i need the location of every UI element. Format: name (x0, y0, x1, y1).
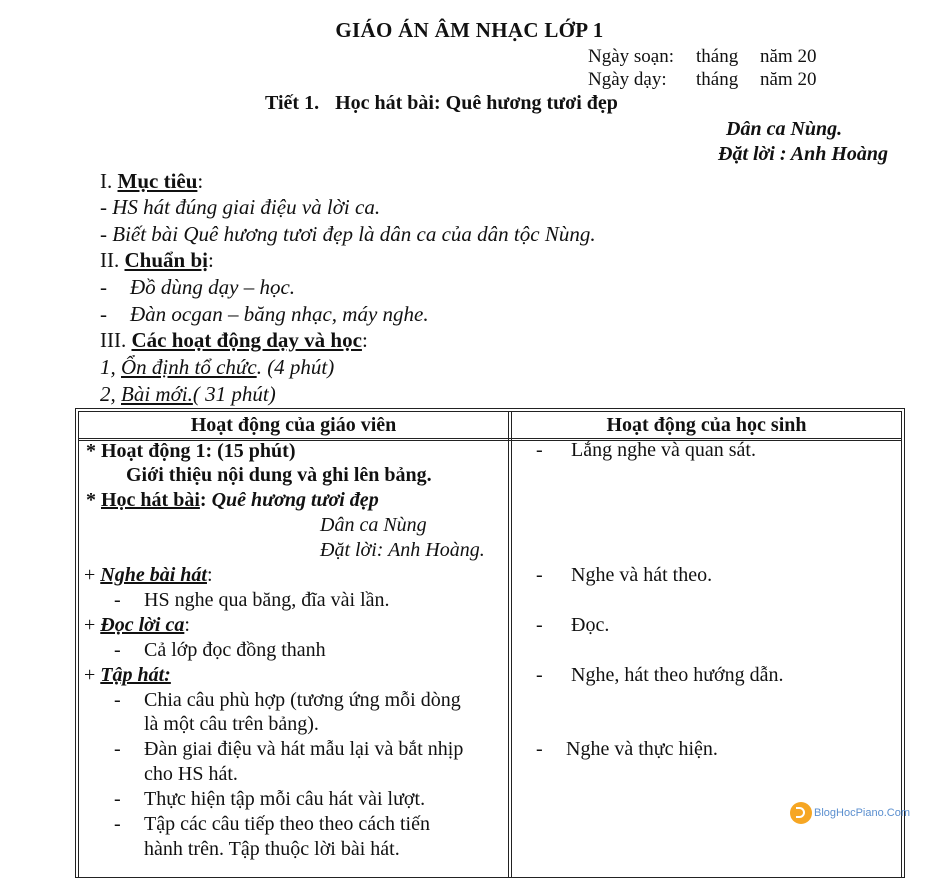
preparation-heading: II. Chuẩn bị: (100, 248, 214, 272)
preparation-item-2-text: Đàn ocgan – băng nhạc, máy nghe. (130, 302, 429, 326)
objective-item-1: - HS hát đúng giai điệu và lời ca. (100, 195, 381, 219)
teacher-listen-heading: + Nghe bài hát: (84, 564, 213, 586)
step1-prefix: 1, (100, 355, 121, 379)
activity-step-1 (100, 355, 334, 380)
practice-item-3: - Thực hiện tập mỗi câu hát vài lượt. (114, 788, 426, 810)
student-response-1: - Lắng nghe và quan sát. (536, 439, 756, 461)
activities-heading-text: Các hoạt động dạy và học (131, 328, 362, 352)
listen-item-text: HS nghe qua băng, đĩa vài lần. (144, 589, 390, 611)
teacher-listen-item: - HS nghe qua băng, đĩa vài lần. (114, 589, 390, 611)
date-taught-label: Ngày dạy: (588, 69, 667, 90)
teacher-song-origin: Dân ca Nùng (320, 514, 427, 536)
objectives-heading: I. Mục tiêu: (100, 169, 204, 193)
lesson-number: Tiết 1. (265, 92, 320, 114)
music-note-icon (790, 802, 812, 824)
objectives-heading-text: Mục tiêu (117, 169, 198, 193)
date-prepared-month: tháng (696, 46, 739, 67)
student-response-2: - Nghe và hát theo. (536, 564, 713, 586)
learn-prefix: * (86, 489, 101, 511)
practice-label: Tập hát: (100, 664, 171, 686)
date-prepared-label: Ngày soạn: (588, 46, 675, 67)
preparation-heading-prefix: II. (100, 248, 125, 272)
column-header-student: Hoạt động của học sinh (606, 414, 807, 436)
preparation-item-1: - Đồ dùng dạy – học. (100, 275, 296, 299)
practice-item-4-line2: hành trên. Tập thuộc lời bài hát. (144, 838, 400, 860)
teacher-song-lyricist: Đặt lời: Anh Hoàng. (320, 539, 485, 561)
student-response-1-text: Lắng nghe và quan sát. (571, 439, 756, 461)
lesson-title: Học hát bài: Quê hương tươi đẹp (335, 92, 618, 114)
date-prepared-year: năm 20 (760, 46, 817, 67)
step1-label: Ổn định tổ chức (121, 355, 257, 379)
read-item-text: Cả lớp đọc đồng thanh (144, 639, 326, 661)
practice-item-2-line1: Đàn giai điệu và hát mẫu lại và bắt nhịp (144, 738, 464, 760)
preparation-item-1-text: Đồ dùng dạy – học. (130, 275, 296, 299)
date-taught-month: tháng (696, 69, 739, 90)
practice-item-1: - Chia câu phù hợp (tương ứng mỗi dòng (114, 689, 461, 711)
song-origin: Dân ca Nùng. (726, 118, 843, 140)
student-response-3-text: Đọc. (571, 614, 610, 636)
lesson-heading (265, 92, 618, 115)
preparation-heading-text: Chuẩn bị (124, 248, 208, 272)
teacher-read-item: - Cả lớp đọc đồng thanh (114, 639, 326, 661)
step2-prefix: 2, (100, 382, 121, 406)
practice-item-4: - Tập các câu tiếp theo theo cách tiến (114, 813, 430, 835)
step2-label: Bài mới. (121, 382, 193, 406)
activities-heading: III. Các hoạt động dạy và học: (100, 328, 368, 352)
objectives-heading-prefix: I. (100, 169, 118, 193)
student-response-5: - Nghe và thực hiện. (536, 738, 718, 760)
practice-item-4-line1: Tập các câu tiếp theo theo cách tiến (144, 813, 430, 835)
watermark-text: BlogHocPiano.Com (814, 807, 910, 819)
practice-item-3-line1: Thực hiện tập mỗi câu hát vài lượt. (144, 788, 426, 810)
objective-item-2: - Biết bài Quê hương tươi đẹp là dân ca của dân tộc Nùng. (100, 222, 596, 246)
student-response-4-text: Nghe, hát theo hướng dẫn. (571, 664, 784, 686)
song-lyricist: Đặt lời : Anh Hoàng (718, 143, 889, 165)
teacher-learn-song: * Học hát bài: Quê hương tươi đẹp (86, 489, 379, 511)
learn-label: Học hát bài (101, 489, 200, 511)
practice-item-2-line2: cho HS hát. (144, 763, 238, 785)
watermark (790, 802, 910, 824)
activities-heading-prefix: III. (100, 328, 132, 352)
student-response-3: - Đọc. (536, 614, 610, 636)
practice-item-2: - Đàn giai điệu và hát mẫu lại và bắt nhịp (114, 738, 464, 760)
learn-song-title: Quê hương tươi đẹp (211, 489, 379, 511)
document-title: GIÁO ÁN ÂM NHẠC LỚP 1 (335, 18, 604, 42)
activity-step-2 (100, 382, 276, 407)
teacher-intro: Giới thiệu nội dung và ghi lên bảng. (126, 464, 432, 486)
teacher-activity-1: * Hoạt động 1: (15 phút) (86, 440, 296, 462)
step2-time: ( 31 phút) (192, 382, 276, 406)
date-taught-year: năm 20 (760, 69, 817, 90)
practice-item-1-line2: là một câu trên bảng). (144, 713, 319, 735)
step1-time: . (4 phút) (256, 355, 335, 379)
table-column-divider (508, 412, 512, 877)
student-response-4: - Nghe, hát theo hướng dẫn. (536, 664, 784, 686)
listen-label: Nghe bài hát (100, 564, 207, 586)
teacher-read-heading: + Đọc lời ca: (84, 614, 190, 636)
student-response-5-text: Nghe và thực hiện. (566, 738, 718, 760)
preparation-item-2: - Đàn ocgan – băng nhạc, máy nghe. (100, 302, 429, 326)
read-label: Đọc lời ca (100, 614, 185, 636)
practice-item-1-line1: Chia câu phù hợp (tương ứng mỗi dòng (144, 689, 461, 711)
column-header-teacher: Hoạt động của giáo viên (190, 414, 397, 436)
student-response-2-text: Nghe và hát theo. (571, 564, 713, 586)
teacher-practice-heading: + Tập hát: (84, 664, 171, 686)
